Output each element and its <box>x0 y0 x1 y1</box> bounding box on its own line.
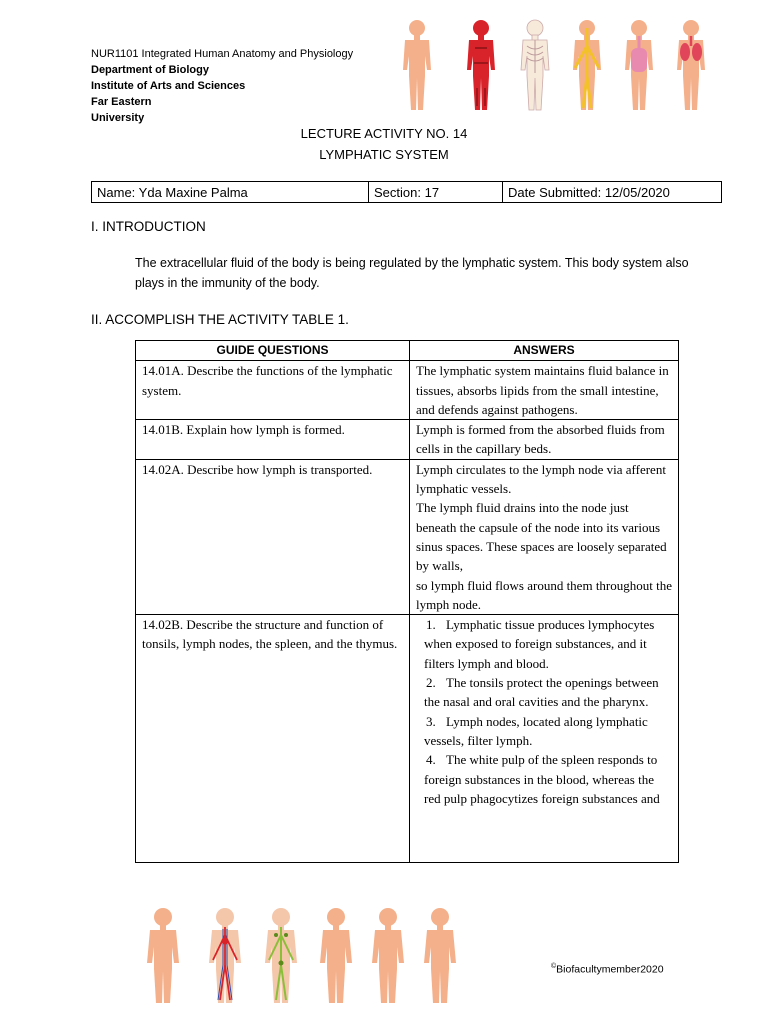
table-row <box>136 361 679 420</box>
student-info-table <box>91 181 722 203</box>
answer-cell <box>410 615 679 863</box>
list-item <box>416 615 672 673</box>
answer-line: The lymph fluid drains into the node just beneath the capsule of the node into its various sinus spaces. These spaces are loosely separated by walls, <box>416 500 667 574</box>
list-item-text: Lymphatic tissue produces lymphocytes when exposed to foreign substances, and it filters lymph and blood. <box>424 617 655 671</box>
activity-table <box>135 340 679 863</box>
institute-line: Institute of Arts and Sciences <box>91 80 246 92</box>
table-row <box>136 459 679 614</box>
activity-subtitle: LYMPHATIC SYSTEM <box>319 147 449 162</box>
university-line-2: University <box>91 112 145 124</box>
date-submitted: Date Submitted: 12/05/2020 <box>503 182 722 203</box>
figure-reproductive-female <box>424 908 456 1003</box>
figure-nervous <box>573 20 601 110</box>
figure-reproductive-male <box>372 908 404 1003</box>
answer-line: Lymph circulates to the lymph node via afferent lymphatic vessels. <box>416 461 666 497</box>
column-header-questions: GUIDE QUESTIONS <box>136 341 410 361</box>
list-item <box>416 673 672 712</box>
question-cell: 14.01A. Describe the functions of the lymphatic system. <box>136 361 410 420</box>
copyright-symbol: © <box>551 963 557 970</box>
copyright-notice <box>551 963 664 976</box>
column-header-answers: ANSWERS <box>410 341 679 361</box>
student-section: Section: 17 <box>369 182 503 203</box>
figure-muscular <box>467 20 495 110</box>
question-cell: 14.02A. Describe how lymph is transported. <box>136 459 410 614</box>
introduction-text: The extracellular fluid of the body is being regulated by the lymphatic system. This body system also plays in the immunity of the body. <box>135 256 689 290</box>
answer-cell <box>410 459 679 614</box>
question-cell: 14.02B. Describe the structure and function of tonsils, lymph nodes, the spleen, and the thymus. <box>136 615 410 863</box>
figure-lymphatic <box>265 908 297 1003</box>
document-header <box>91 46 353 126</box>
body-systems-illustration-bottom <box>138 905 468 1005</box>
figure-respiratory <box>677 20 705 110</box>
list-item-number: 1. <box>426 617 436 633</box>
list-item-text: The tonsils protect the openings between the nasal and oral cavities and the pharynx. <box>424 675 659 710</box>
list-item-text: Lymph nodes, located along lymphatic vessels, filter lymph. <box>424 713 648 748</box>
answer-cell: Lymph is formed from the absorbed fluids from cells in the capillary beds. <box>410 420 679 460</box>
figure-endocrine <box>320 908 352 1003</box>
table-row <box>136 420 679 460</box>
student-name: Name: Yda Maxine Palma <box>92 182 369 203</box>
figure-circulatory <box>209 908 241 1003</box>
figure-skeletal <box>521 20 549 110</box>
figure-body <box>147 908 179 1003</box>
list-item-number: 4. <box>426 752 436 768</box>
activity-heading: II. ACCOMPLISH THE ACTIVITY TABLE 1. <box>91 312 349 327</box>
list-item-text: The white pulp of the spleen responds to foreign substances in the blood, whereas the red pulp phagocytizes foreign substances and <box>424 752 660 806</box>
list-item <box>416 712 672 751</box>
figure-digestive <box>625 20 653 110</box>
activity-title: LECTURE ACTIVITY NO. 14 <box>300 126 468 141</box>
table-row <box>136 615 679 863</box>
answer-cell: The lymphatic system maintains fluid balance in tissues, absorbs lipids from the small intestine, and defends against pathogens. <box>410 361 679 420</box>
list-item-number: 3. <box>426 713 436 729</box>
list-item-number: 2. <box>426 675 436 691</box>
introduction-heading: I. INTRODUCTION <box>91 219 206 234</box>
department-line: Department of Biology <box>91 64 209 76</box>
table-header-row <box>136 341 679 361</box>
figure-skin <box>403 20 431 110</box>
copyright-text: Biofacultymember2020 <box>556 963 664 976</box>
course-line: NUR1101 Integrated Human Anatomy and Physiology <box>91 48 354 60</box>
university-line-1: Far Eastern <box>91 96 152 108</box>
answer-line: so lymph fluid flows around them throughout the lymph node. <box>416 577 673 612</box>
list-item <box>416 750 672 808</box>
question-cell: 14.01B. Explain how lymph is formed. <box>136 420 410 460</box>
body-systems-illustration-top <box>395 18 725 113</box>
